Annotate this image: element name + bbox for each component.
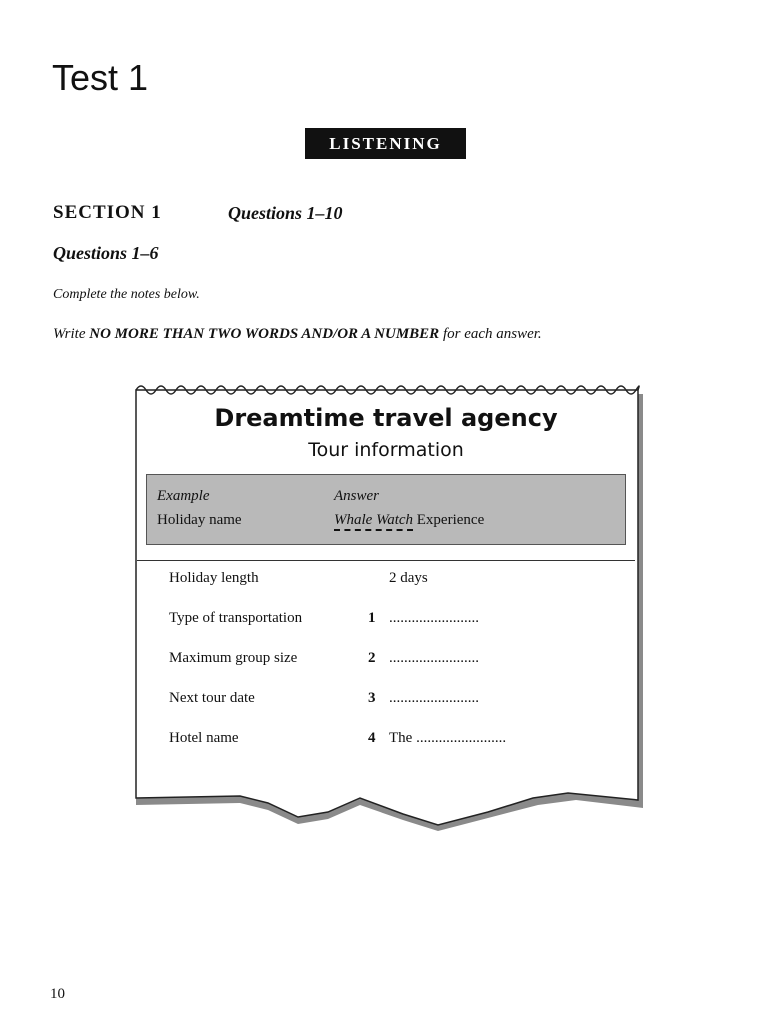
instruction-word-limit (53, 326, 542, 343)
example-label: Example (157, 488, 210, 504)
instruction-emphasis: NO MORE THAN TWO WORDS AND/OR A NUMBER (89, 326, 440, 342)
row-label-tour-date: Next tour date (169, 690, 255, 706)
card-title: Dreamtime travel agency (214, 404, 558, 432)
card-divider (137, 560, 635, 561)
question-number-3: 3 (368, 690, 376, 706)
page-number: 10 (50, 986, 65, 1002)
answer-blank-4[interactable]: The ........................ (389, 730, 507, 746)
instruction-complete-notes: Complete the notes below. (53, 287, 200, 302)
row-label-holiday-length: Holiday length (169, 570, 259, 586)
example-answer-italic: Whale Watch (334, 512, 413, 531)
answer-blank-2[interactable]: ........................ (389, 650, 479, 666)
card-subtitle: Tour information (308, 439, 464, 461)
answer-blank-3[interactable]: ........................ (389, 690, 479, 706)
example-answer-rest: Experience (413, 512, 485, 528)
sub-questions-heading: Questions 1–6 (53, 243, 159, 263)
listening-banner: LISTENING (305, 128, 466, 159)
test-title: Test 1 (52, 57, 149, 98)
answer-blank-1[interactable]: ........................ (389, 610, 479, 626)
question-number-1: 1 (368, 610, 376, 626)
section-questions: Questions 1–10 (228, 203, 343, 223)
question-number-4: 4 (368, 730, 376, 746)
example-box (146, 474, 626, 545)
row-label-group-size: Maximum group size (169, 650, 298, 666)
question-number-2: 2 (368, 650, 376, 666)
instruction-suffix: for each answer. (439, 326, 542, 342)
row-label-hotel-name: Hotel name (169, 730, 239, 746)
answer-label: Answer (334, 488, 379, 504)
row-value-holiday-length: 2 days (389, 570, 428, 586)
example-answer (334, 512, 484, 529)
row-label-transportation: Type of transportation (169, 610, 303, 626)
instruction-prefix: Write (53, 326, 90, 342)
example-field: Holiday name (157, 512, 242, 528)
section-heading: SECTION 1 (53, 202, 162, 223)
